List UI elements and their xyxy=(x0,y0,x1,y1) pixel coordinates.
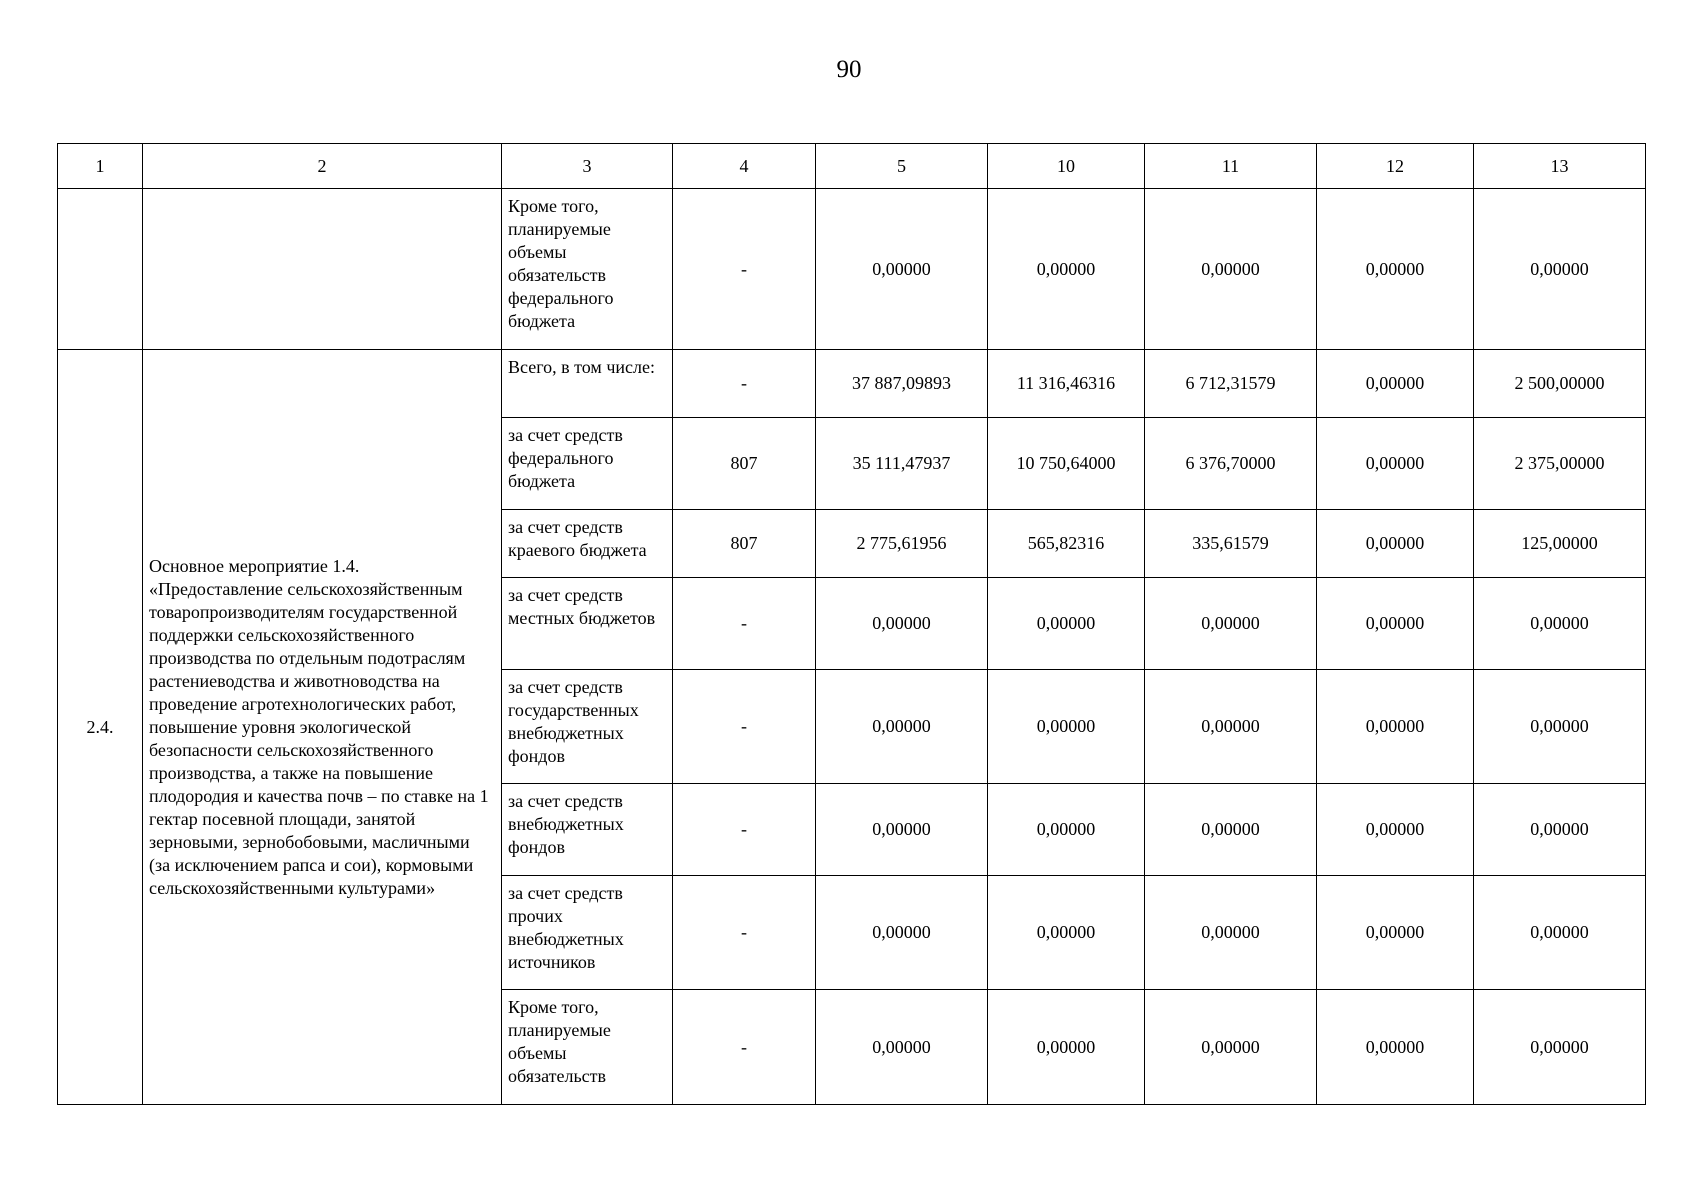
column-header-row xyxy=(58,144,1646,189)
value-cell: 0,00000 xyxy=(1474,670,1646,784)
code-cell: - xyxy=(673,876,816,990)
value-cell: 0,00000 xyxy=(1474,189,1646,350)
code-cell: - xyxy=(673,578,816,670)
value-cell: 0,00000 xyxy=(1474,876,1646,990)
value-cell: 0,00000 xyxy=(816,876,988,990)
value-cell: 0,00000 xyxy=(988,784,1145,876)
section-number-cell: 2.4. xyxy=(58,350,143,1105)
value-cell: 0,00000 xyxy=(1474,578,1646,670)
value-cell: 6 712,31579 xyxy=(1145,350,1317,418)
column-header: 2 xyxy=(143,144,502,189)
funding-source-cell: за счет средств федерального бюджета xyxy=(502,418,673,510)
column-header: 11 xyxy=(1145,144,1317,189)
value-cell: 0,00000 xyxy=(988,990,1145,1105)
value-cell: 2 775,61956 xyxy=(816,510,988,578)
value-cell: 0,00000 xyxy=(1145,876,1317,990)
value-cell: 0,00000 xyxy=(1317,784,1474,876)
column-header: 3 xyxy=(502,144,673,189)
value-cell: 0,00000 xyxy=(988,670,1145,784)
value-cell: 0,00000 xyxy=(1145,670,1317,784)
value-cell: 11 316,46316 xyxy=(988,350,1145,418)
table-row xyxy=(58,350,1646,418)
code-cell: - xyxy=(673,189,816,350)
column-header: 10 xyxy=(988,144,1145,189)
value-cell: 0,00000 xyxy=(988,876,1145,990)
value-cell: 0,00000 xyxy=(988,578,1145,670)
column-header: 12 xyxy=(1317,144,1474,189)
column-header: 5 xyxy=(816,144,988,189)
value-cell: 0,00000 xyxy=(816,990,988,1105)
value-cell: 35 111,47937 xyxy=(816,418,988,510)
value-cell: 0,00000 xyxy=(816,670,988,784)
column-header: 4 xyxy=(673,144,816,189)
column-header: 13 xyxy=(1474,144,1646,189)
row-number-cell xyxy=(58,189,143,350)
funding-source-cell: Кроме того, планируемые объемы обязательств федерального бюджета xyxy=(502,189,673,350)
value-cell: 335,61579 xyxy=(1145,510,1317,578)
value-cell: 2 500,00000 xyxy=(1474,350,1646,418)
value-cell: 0,00000 xyxy=(816,578,988,670)
value-cell: 0,00000 xyxy=(1145,784,1317,876)
funding-source-cell: Кроме того, планируемые объемы обязательств xyxy=(502,990,673,1105)
code-cell: - xyxy=(673,784,816,876)
funding-source-cell: за счет средств государственных внебюджетных фондов xyxy=(502,670,673,784)
value-cell: 0,00000 xyxy=(1145,189,1317,350)
value-cell: 0,00000 xyxy=(816,784,988,876)
funding-source-cell: за счет средств внебюджетных фондов xyxy=(502,784,673,876)
value-cell: 0,00000 xyxy=(1474,784,1646,876)
value-cell: 0,00000 xyxy=(1145,990,1317,1105)
funding-source-cell: за счет средств краевого бюджета xyxy=(502,510,673,578)
budget-table xyxy=(57,143,1646,1105)
value-cell: 0,00000 xyxy=(1317,578,1474,670)
table-row xyxy=(58,189,1646,350)
code-cell: 807 xyxy=(673,510,816,578)
value-cell: 0,00000 xyxy=(1317,670,1474,784)
value-cell: 125,00000 xyxy=(1474,510,1646,578)
description-cell xyxy=(143,189,502,350)
page-number: 90 xyxy=(836,56,862,83)
value-cell: 0,00000 xyxy=(1145,578,1317,670)
value-cell: 0,00000 xyxy=(1317,876,1474,990)
code-cell: - xyxy=(673,350,816,418)
code-cell: 807 xyxy=(673,418,816,510)
value-cell: 10 750,64000 xyxy=(988,418,1145,510)
funding-source-cell: Всего, в том числе: xyxy=(502,350,673,418)
value-cell: 0,00000 xyxy=(816,189,988,350)
value-cell: 2 375,00000 xyxy=(1474,418,1646,510)
section-description-cell: Основное мероприятие 1.4. «Предоставление сельскохозяйственным товаропроизводителям государственной поддержки сельскохозяйственного производства по отдельным подотраслям растениеводства и животноводства на проведение агротехнологических работ, повышение уровня экологической безопасности сельскохозяйственного производства, а также на повышение плодородия и качества почв – по ставке на 1 гектар посевной площади, занятой зерновыми, зернобобовыми, масличными (за исключением рапса и сои), кормовыми сельскохозяйственными культурами» xyxy=(143,350,502,1105)
code-cell: - xyxy=(673,990,816,1105)
value-cell: 6 376,70000 xyxy=(1145,418,1317,510)
value-cell: 0,00000 xyxy=(1317,990,1474,1105)
value-cell: 0,00000 xyxy=(1474,990,1646,1105)
value-cell: 0,00000 xyxy=(1317,189,1474,350)
code-cell: - xyxy=(673,670,816,784)
value-cell: 0,00000 xyxy=(988,189,1145,350)
column-header: 1 xyxy=(58,144,143,189)
value-cell: 0,00000 xyxy=(1317,418,1474,510)
value-cell: 565,82316 xyxy=(988,510,1145,578)
value-cell: 0,00000 xyxy=(1317,510,1474,578)
value-cell: 37 887,09893 xyxy=(816,350,988,418)
funding-source-cell: за счет средств местных бюджетов xyxy=(502,578,673,670)
funding-source-cell: за счет средств прочих внебюджетных источников xyxy=(502,876,673,990)
value-cell: 0,00000 xyxy=(1317,350,1474,418)
